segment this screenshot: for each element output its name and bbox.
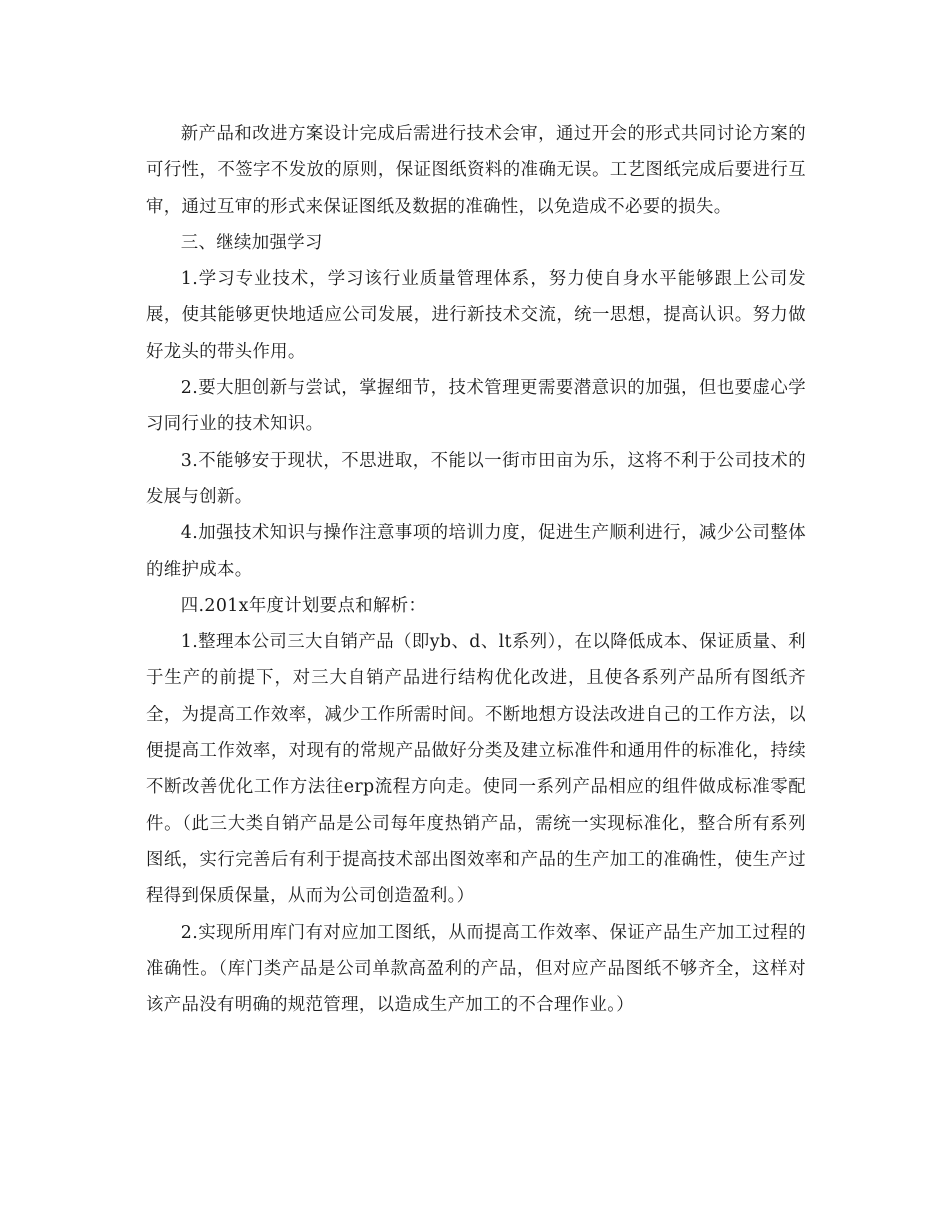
paragraph-technical-review: 新产品和改进方案设计完成后需进行技术会审，通过开会的形式共同讨论方案的可行性，不签字不发放的原则，保证图纸资料的准确无误。工艺图纸完成后要进行互审，通过互审的形式来保证图纸及数据的准确性，以免造成不必要的损失。 bbox=[146, 124, 806, 217]
section-heading-annual-plan: 四.201x年度计划要点和解析： bbox=[180, 595, 427, 616]
paragraph-strengthen-training: 4.加强技术知识与操作注意事项的培训力度，促进生产顺利进行，减少公司整体的维护成本。 bbox=[146, 523, 806, 580]
paragraph-learn-professional-tech: 1.学习专业技术，学习该行业质量管理体系，努力使自身水平能够跟上公司发展，使其能够更快地适应公司发展，进行新技术交流，统一思想，提高认识。努力做好龙头的带头作用。 bbox=[146, 269, 806, 362]
paragraph-not-content-with-status-quo: 3.不能够安于现状，不思进取，不能以一街市田亩为乐，这将不利于公司技术的发展与创新。 bbox=[146, 450, 806, 507]
paragraph-door-drawings: 2.实现所用库门有对应加工图纸，从而提高工作效率、保证产品生产加工过程的准确性。（库门类产品是公司单款高盈利的产品，但对应产品图纸不够齐全，这样对该产品没有明确的规范管理，以造成生产加工的不合理作业。） bbox=[146, 922, 806, 1016]
paragraph-innovate-and-try: 2.要大胆创新与尝试，掌握细节，技术管理更需要潜意识的加强，但也要虚心学习同行业的技术知识。 bbox=[146, 378, 806, 435]
document-page bbox=[146, 116, 806, 1023]
paragraph-organize-products: 1.整理本公司三大自销产品（即yb、d、lt系列），在以降低成本、保证质量、利于生产的前提下，对三大自销产品进行结构优化改进，且使各系列产品所有图纸齐全，为提高工作效率，减少工作所需时间。不断地想方设法改进自己的工作方法，以便提高工作效率，对现有的常规产品做好分类及建立标准件和通用件的标准化，持续不断改善优化工作方法往erp流程方向走。使同一系列产品相应的组件做成标准零配件。（此三大类自销产品是公司每年度热销产品，需统一实现标准化，整合所有系列图纸，实行完善后有利于提高技术部出图效率和产品的生产加工的准确性，使生产过程得到保质保量，从而为公司创造盈利。） bbox=[146, 632, 806, 907]
section-heading-continue-learning: 三、继续加强学习 bbox=[180, 232, 323, 253]
